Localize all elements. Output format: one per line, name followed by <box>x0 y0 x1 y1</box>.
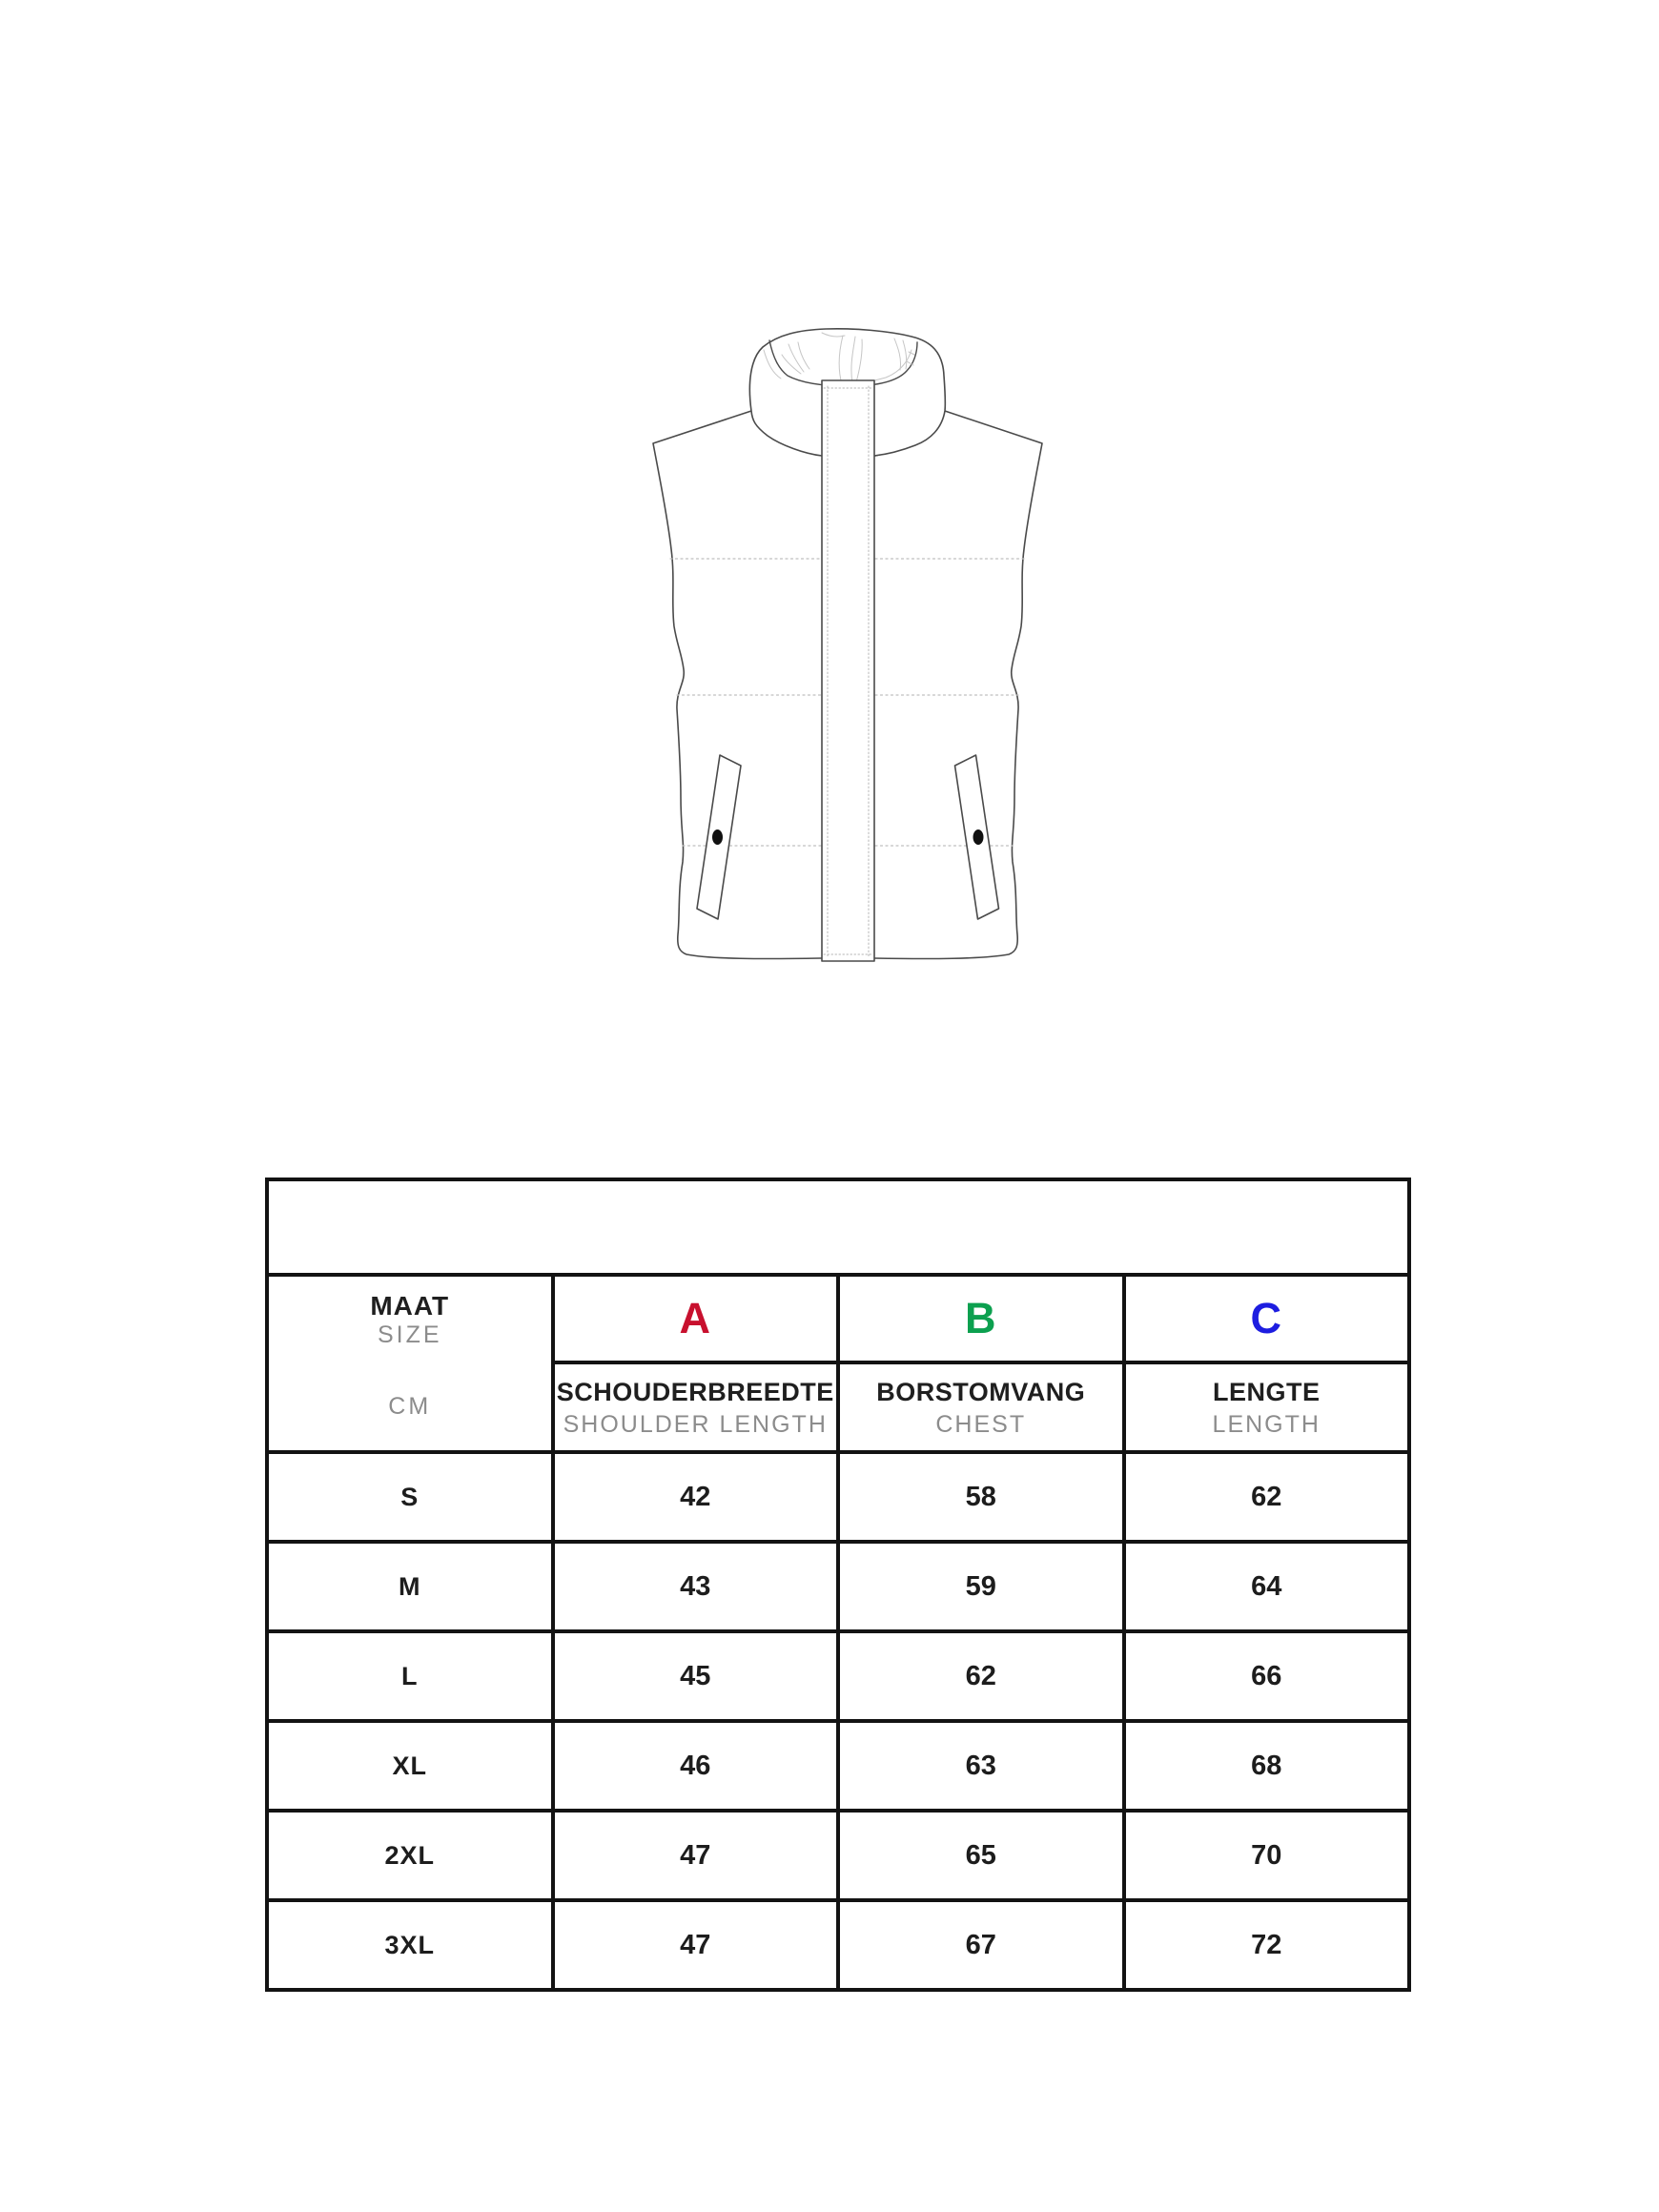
label-b-en: CHEST <box>935 1410 1027 1438</box>
value-a: 45 <box>680 1660 711 1691</box>
size-label: M <box>399 1571 421 1601</box>
value-a: 47 <box>680 1839 711 1871</box>
vest-drawing-icon <box>625 317 1073 980</box>
col-label-b <box>838 1362 1124 1452</box>
value-b: 59 <box>965 1570 996 1602</box>
value-b: 65 <box>965 1839 996 1871</box>
table-row-l <box>267 1631 1409 1721</box>
col-label-c <box>1124 1362 1410 1452</box>
size-chart-table <box>265 1178 1411 1992</box>
size-label: 3XL <box>384 1930 436 1959</box>
value-c: 62 <box>1251 1481 1282 1512</box>
value-b: 58 <box>965 1481 996 1512</box>
label-b-nl: BORSTOMVANG <box>876 1377 1086 1406</box>
corner-unit: CM <box>388 1393 432 1420</box>
letter-a: A <box>679 1294 711 1342</box>
value-c: 64 <box>1251 1570 1282 1602</box>
value-c: 72 <box>1251 1929 1282 1960</box>
label-c-en: LENGTH <box>1212 1410 1321 1438</box>
table-row-3xl <box>267 1900 1409 1990</box>
table-row-2xl <box>267 1811 1409 1900</box>
banner-cell <box>267 1179 1409 1275</box>
col-header-c <box>1124 1275 1410 1362</box>
corner-label-nl: MAAT <box>370 1291 450 1321</box>
label-a-nl: SCHOUDERBREEDTE <box>556 1377 834 1406</box>
corner-cell <box>267 1275 553 1452</box>
col-label-a <box>553 1362 839 1452</box>
left-pocket-button-icon <box>712 830 723 845</box>
header-letter-row <box>267 1275 1409 1362</box>
value-a: 42 <box>680 1481 711 1512</box>
value-b: 63 <box>965 1750 996 1781</box>
value-a: 43 <box>680 1570 711 1602</box>
corner-label-en: SIZE <box>377 1321 442 1348</box>
letter-b: B <box>965 1294 997 1342</box>
value-a: 47 <box>680 1929 711 1960</box>
value-b: 67 <box>965 1929 996 1960</box>
letter-c: C <box>1250 1294 1282 1342</box>
size-label: S <box>400 1482 420 1511</box>
label-c-nl: LENGTE <box>1212 1377 1321 1406</box>
table-row-xl <box>267 1721 1409 1811</box>
bodywarmer-technical-drawing <box>625 317 1073 980</box>
size-label: L <box>401 1661 419 1690</box>
value-b: 62 <box>965 1660 996 1691</box>
size-label: 2XL <box>384 1840 436 1870</box>
table-row-s <box>267 1452 1409 1542</box>
value-a: 46 <box>680 1750 711 1781</box>
label-a-en: SHOULDER LENGTH <box>563 1410 828 1438</box>
value-c: 70 <box>1251 1839 1282 1871</box>
col-header-b <box>838 1275 1124 1362</box>
col-header-a <box>553 1275 839 1362</box>
banner-row <box>267 1179 1409 1275</box>
value-c: 66 <box>1251 1660 1282 1691</box>
table-row-m <box>267 1542 1409 1631</box>
value-c: 68 <box>1251 1750 1282 1781</box>
size-label: XL <box>392 1751 427 1780</box>
right-pocket-button-icon <box>973 830 984 845</box>
zipper-placket <box>822 380 874 961</box>
